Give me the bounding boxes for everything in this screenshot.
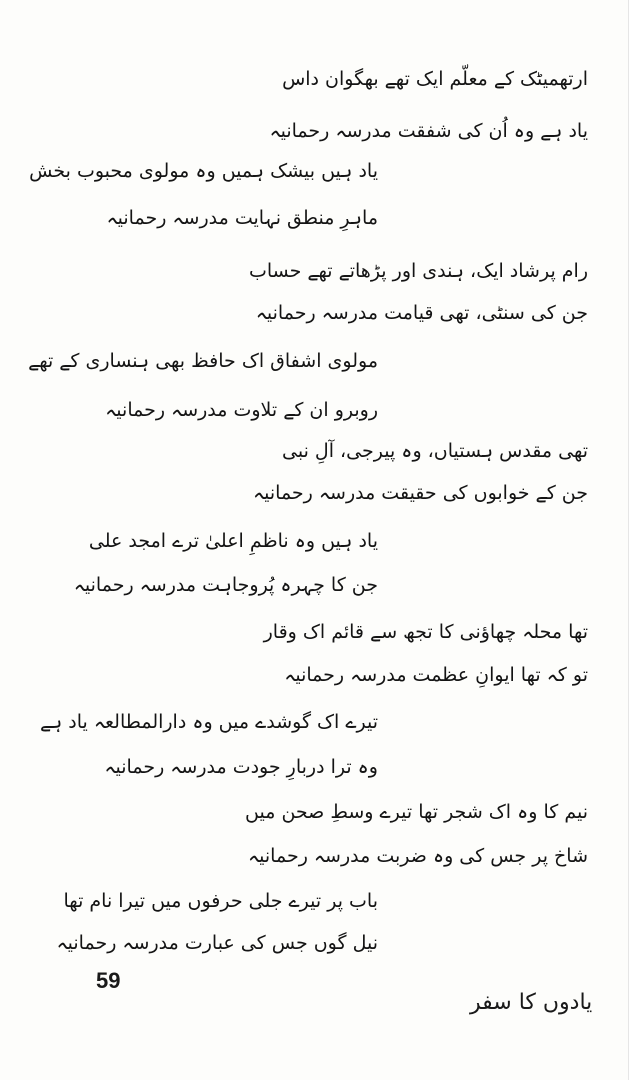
poem-line-18: شاخ پر جس کی وہ ضربت مدرسہ رحمانیہ: [248, 845, 588, 867]
poem-line-13: تھا محلہ چھاؤنی کا تجھ سے قائم اک وقار: [263, 621, 588, 643]
poem-line-12: جن کا چہرہ پُروجاہت مدرسہ رحمانیہ: [73, 574, 378, 596]
book-title: یادوں کا سفر: [470, 990, 593, 1015]
poem-line-9: تھی مقدس ہستیاں، وہ پیرجی، آلِ نبی: [282, 440, 588, 462]
poem-line-1: ارتھمیٹک کے معلّم ایک تھے بھگوان داس: [282, 68, 588, 90]
poem-line-5: رام پرشاد ایک، ہندی اور پڑھاتے تھے حساب: [248, 260, 588, 282]
poem-line-11: یاد ہیں وہ ناظمِ اعلیٰ ترے امجد علی: [88, 530, 378, 552]
page-number: 59: [96, 968, 121, 993]
poem-line-7: مولوی اشفاق اک حافظ بھی ہنساری کے تھے: [28, 350, 378, 372]
poem-line-14: تو کہ تھا ایوانِ عظمت مدرسہ رحمانیہ: [284, 664, 588, 686]
poem-line-19: باب پر تیرے جلی حرفوں میں تیرا نام تھا: [63, 890, 378, 912]
poem-line-10: جن کے خوابوں کی حقیقت مدرسہ رحمانیہ: [253, 482, 588, 504]
poem-line-8: روبرو ان کے تلاوت مدرسہ رحمانیہ: [105, 399, 378, 421]
poem-line-2: یاد ہے وہ اُن کی شفقت مدرسہ رحمانیہ: [269, 120, 588, 142]
poem-line-20: نیل گوں جس کی عبارت مدرسہ رحمانیہ: [56, 932, 378, 954]
poem-line-15: تیرے اک گوشدے میں وہ دارالمطالعہ یاد ہے: [39, 711, 378, 733]
poem-line-17: نیم کا وہ اک شجر تھا تیرے وسطِ صحن میں: [245, 801, 588, 823]
poem-line-16: وہ ترا دربارِ جودت مدرسہ رحمانیہ: [104, 756, 378, 778]
poem-line-4: ماہرِ منطق نہایت مدرسہ رحمانیہ: [106, 207, 378, 229]
poem-line-3: یاد ہیں بیشک ہمیں وہ مولوی محبوب بخش: [29, 160, 378, 182]
poem-line-6: جن کی سنٹی، تھی قیامت مدرسہ رحمانیہ: [255, 302, 588, 324]
